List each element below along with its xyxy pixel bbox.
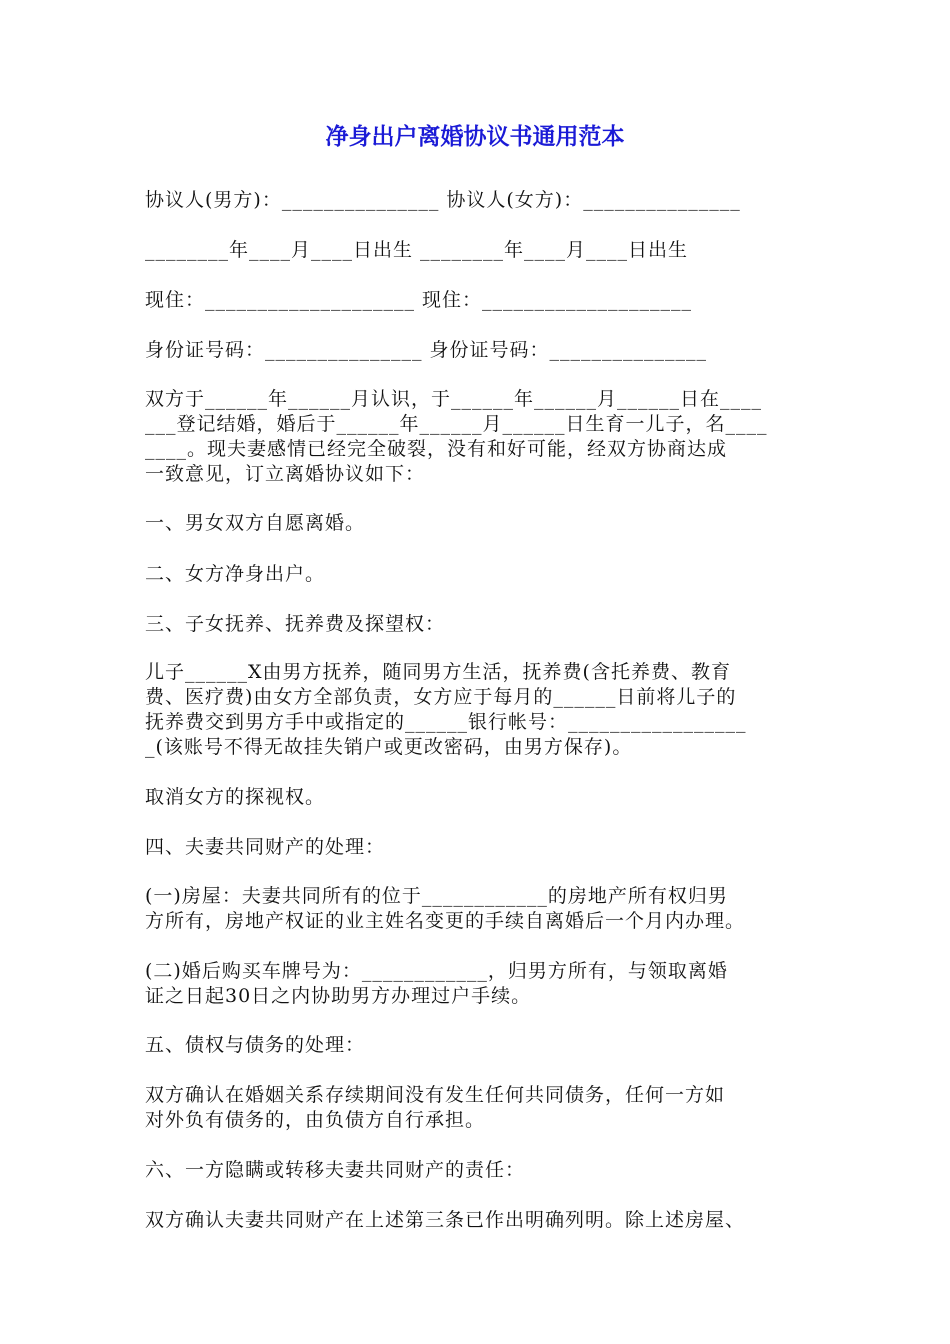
vehicle-paragraph-line: 证之日起30日之内协助男方办理过户手续。 xyxy=(145,985,532,1007)
paragraph-line: 取消女方的探视权。 xyxy=(145,786,326,808)
clause-heading: 六、一方隐瞒或转移夫妻共同财产的责任： xyxy=(145,1159,526,1181)
vehicle-paragraph-line: (二)婚后购买车牌号为：____________，归男方所有，与领取离婚 xyxy=(145,960,728,982)
address-line: 现住：____________________ 现住：____________________ xyxy=(145,289,693,311)
intro-paragraph-line: ___登记结婚，婚后于______年______月______日生育一儿子，名____ xyxy=(145,413,768,435)
clause-heading: 四、夫妻共同财产的处理： xyxy=(145,836,386,858)
intro-paragraph-line: ____。现夫妻感情已经完全破裂，没有和好可能，经双方协商达成 xyxy=(145,438,728,460)
birth-dates-line: ________年____月____日出生 ________年____月____日出生 xyxy=(145,239,689,261)
intro-paragraph-line: 一致意见，订立离婚协议如下： xyxy=(145,463,426,485)
intro-paragraph-line: 双方于______年______月认识，于______年______月______日在____ xyxy=(145,388,763,410)
clause-heading: 五、债权与债务的处理： xyxy=(145,1034,366,1056)
clause-heading: 一、男女双方自愿离婚。 xyxy=(145,512,366,534)
debt-paragraph-line: 双方确认在婚姻关系存续期间没有发生任何共同债务，任何一方如 xyxy=(145,1084,726,1106)
paragraph-line: 双方确认夫妻共同财产在上述第三条已作出明确列明。除上述房屋、 xyxy=(145,1209,746,1231)
id-number-line: 身份证号码：_______________ 身份证号码：_______________ xyxy=(145,339,708,361)
clause-heading: 三、子女抚养、抚养费及探望权： xyxy=(145,613,446,635)
custody-paragraph-line: 费、医疗费)由女方全部负责，女方应于每月的______日前将儿子的 xyxy=(145,686,737,708)
custody-paragraph-line: 抚养费交到男方手中或指定的______银行帐号：_________________ xyxy=(145,711,747,733)
document-title: 净身出户离婚协议书通用范本 xyxy=(325,124,625,150)
property-paragraph-line: (一)房屋：夫妻共同所有的位于____________的房地产所有权归男 xyxy=(145,885,728,907)
custody-paragraph-line: 儿子______X由男方抚养，随同男方生活，抚养费(含托养费、教育 xyxy=(145,661,731,683)
party-names-line: 协议人(男方)：_______________ 协议人(女方)：_______________ xyxy=(145,189,741,211)
debt-paragraph-line: 对外负有债务的，由负债方自行承担。 xyxy=(145,1109,486,1131)
custody-paragraph-line: _(该账号不得无故挂失销户或更改密码，由男方保存)。 xyxy=(145,736,633,758)
property-paragraph-line: 方所有，房地产权证的业主姓名变更的手续自离婚后一个月内办理。 xyxy=(145,910,746,932)
clause-heading: 二、女方净身出户。 xyxy=(145,563,326,585)
